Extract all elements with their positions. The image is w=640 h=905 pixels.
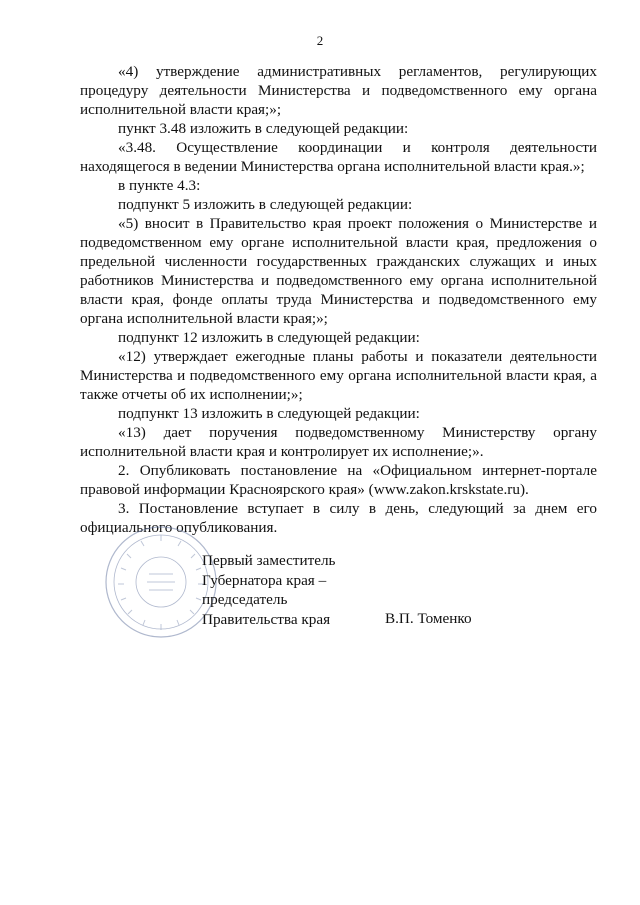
- paragraph-point-3-48-intro: пункт 3.48 изложить в следующей редакции:: [118, 120, 409, 137]
- signature-title-line-4: Правительства края: [202, 610, 331, 628]
- paragraph-item-4: «4) утверждение административных регламентов, регулирующих процедуру деятельности Министерства и подведомственного ему органа исполнительной власти края;»;: [80, 63, 597, 118]
- paragraph-point-4-3-intro: в пункте 4.3:: [118, 177, 201, 194]
- paragraph-publish: 2. Опубликовать постановление на «Официальном интернет-портале правовой информации Красноярского края» (www.zakon.krskstate.ru).: [80, 462, 597, 498]
- signature-block: [202, 551, 582, 629]
- signatory-name: В.П. Томенко: [385, 610, 472, 627]
- signature-title-line-1: Первый заместитель: [202, 552, 336, 569]
- paragraph-subpoint-12: «12) утверждает ежегодные планы работы и показатели деятельности Министерства и подведомственного ему органа исполнительной власти края, а также отчеты об их исполнении;»;: [80, 348, 597, 403]
- paragraph-subpoint-5-intro: подпункт 5 изложить в следующей редакции:: [118, 196, 413, 213]
- paragraph-point-3-48: «3.48. Осуществление координации и контроля деятельности находящегося в ведении Министерства органа исполнительной власти края.»;: [80, 139, 597, 175]
- paragraph-effective: 3. Постановление вступает в силу в день, следующий за днем его официального опубликования.: [80, 500, 597, 536]
- document-body: [80, 62, 597, 537]
- signature-title-line-3: председатель: [202, 591, 288, 608]
- paragraph-subpoint-13: «13) дает поручения подведомственному Министерству органу исполнительной власти края и контролирует их исполнение;».: [80, 424, 597, 460]
- paragraph-subpoint-13-intro: подпункт 13 изложить в следующей редакции:: [118, 405, 420, 422]
- paragraph-subpoint-12-intro: подпункт 12 изложить в следующей редакции:: [118, 329, 420, 346]
- signature-title-line-2: Губернатора края –: [202, 571, 327, 589]
- paragraph-subpoint-5: «5) вносит в Правительство края проект положения о Министерстве и подведомственном ему органе исполнительной власти края, предложения о предельной численности государственных гражданских служащих и иных работников Министерства и подведомственного ему органа исполнительной власти края, фонде оплаты труда Министерства и подведомственного ему органа исполнительной власти края;»;: [80, 215, 597, 327]
- page-number: 2: [316, 33, 324, 48]
